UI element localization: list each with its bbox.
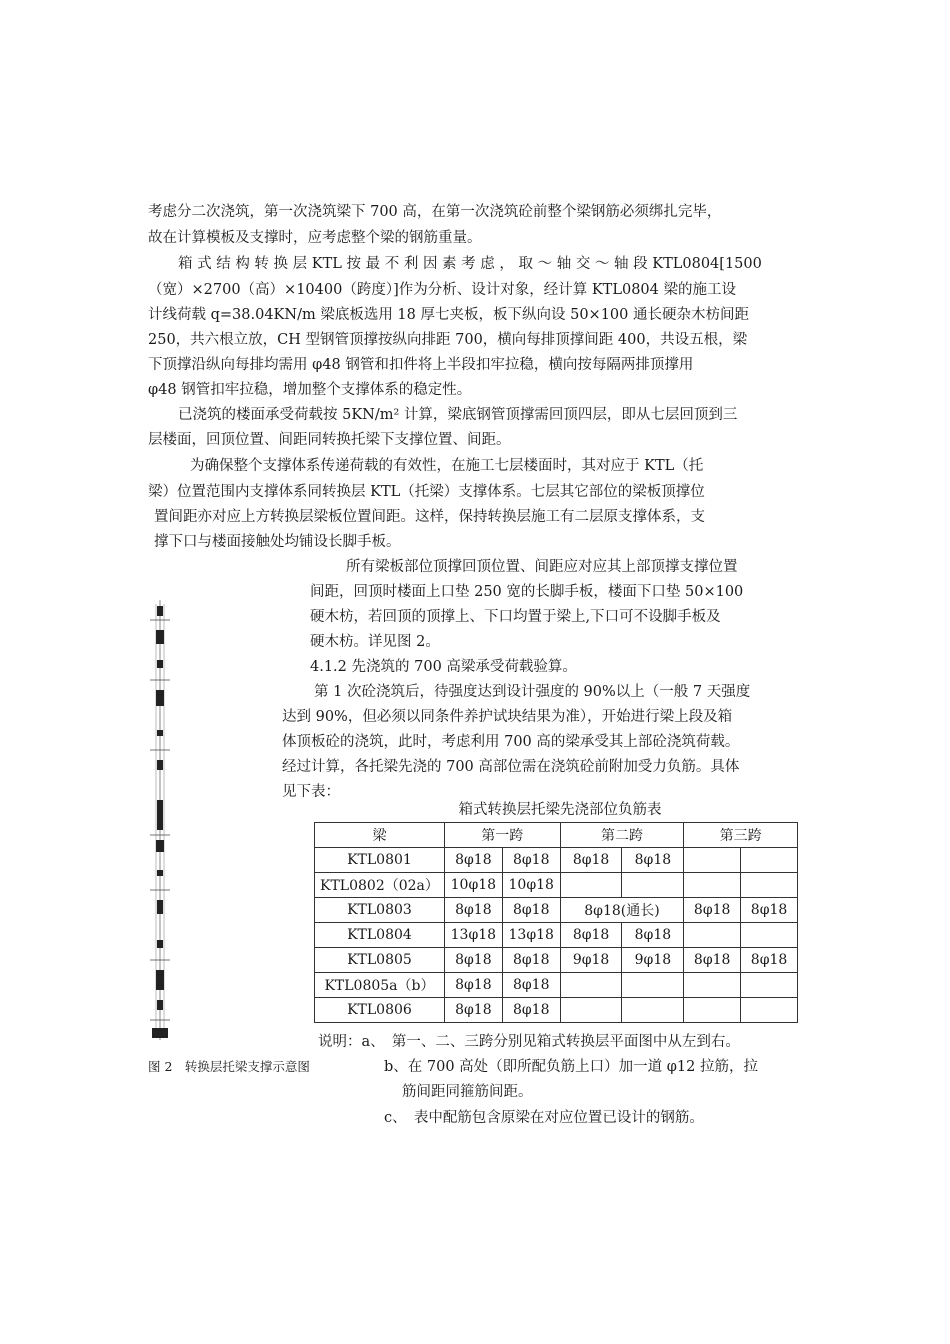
table-cell: 9φ18	[560, 948, 622, 973]
table-cell	[684, 873, 741, 898]
beam-name: KTL0804	[315, 923, 445, 948]
table-row	[315, 998, 798, 1023]
table-cell: 8φ18	[444, 998, 502, 1023]
p1-line-1: 考虑分二次浇筑，第一次浇筑梁下 700 高，在第一次浇筑砼前整个梁钢筋必须绑扎完毕，	[148, 204, 722, 220]
p2-line-2: （宽）×2700（高）×10400（跨度）]作为分析、设计对象，经计算 KTL0804 梁的施工设	[148, 282, 736, 298]
table-row	[315, 848, 798, 873]
table-cell: 8φ18	[560, 923, 622, 948]
table-cell	[684, 973, 741, 998]
p6-line-4: 经过计算，各托梁先浇的 700 高部位需在浇筑砼前附加受力负筋。具体	[282, 759, 740, 775]
table-cell: 8φ18	[444, 973, 502, 998]
p4-line-3: 置间距亦对应上方转换层梁板位置间距。这样，保持转换层施工有二层原支撑体系，支	[154, 509, 705, 525]
table-cell: 8φ18	[622, 923, 684, 948]
table-cell	[684, 923, 741, 948]
p5-line-3: 硬木枋，若回顶的顶撑上、下口均置于梁上,下口可不设脚手板及	[310, 609, 721, 625]
table-row	[315, 948, 798, 973]
table-cell: 8φ18	[502, 973, 560, 998]
table-cell: 8φ18	[741, 898, 798, 923]
header-span-2: 第二跨	[560, 823, 684, 848]
p6-line-5: 见下表：	[282, 784, 340, 800]
table-cell	[622, 973, 684, 998]
beam-name: KTL0803	[315, 898, 445, 923]
table-row	[315, 873, 798, 898]
p5-line-1: 所有梁板部位顶撑回顶位置、间距应对应其上部顶撑支撑位置	[346, 559, 738, 575]
table-cell: 8φ18	[622, 848, 684, 873]
beam-name: KTL0805a（b）	[315, 973, 445, 998]
table-cell: 8φ18	[502, 898, 560, 923]
table-cell	[741, 923, 798, 948]
table-cell	[741, 973, 798, 998]
p5-line-4: 硬木枋。详见图 2。	[310, 634, 440, 650]
table-cell	[560, 873, 622, 898]
table-cell	[741, 848, 798, 873]
p1-line-2: 故在计算模板及支撑时，应考虑整个梁的钢筋重量。	[148, 230, 482, 246]
table-cell	[741, 998, 798, 1023]
table-row	[315, 923, 798, 948]
table-cell	[622, 873, 684, 898]
note-b-line-1: b、在 700 高处（即所配负筋上口）加一道 φ12 拉筋，拉	[384, 1059, 758, 1075]
table-cell: 8φ18	[444, 948, 502, 973]
beam-name: KTL0805	[315, 948, 445, 973]
p4-line-1: 为确保整个支撑体系传递荷载的有效性，在施工七层楼面时，其对应于 KTL（托	[190, 458, 704, 474]
table-cell: 13φ18	[444, 923, 502, 948]
support-schematic-figure	[140, 600, 180, 1040]
p4-line-2: 梁）位置范围内支撑体系同转换层 KTL（托梁）支撑体系。七层其它部位的梁板顶撑位	[148, 484, 705, 500]
table-cell: 8φ18	[684, 898, 741, 923]
p3-line-1: 已浇筑的楼面承受荷载按 5KN/m² 计算，梁底钢管顶撑需回顶四层，即从七层回顶到三	[178, 407, 738, 423]
table-cell: 8φ18	[444, 848, 502, 873]
table-header-row	[315, 823, 798, 848]
note-b-line-2: 筋间距同箍筋间距。	[402, 1084, 533, 1100]
p4-line-4: 撑下口与楼面接触处均铺设长脚手板。	[154, 534, 401, 550]
table-row	[315, 973, 798, 998]
table-cell	[741, 873, 798, 898]
table-cell	[560, 973, 622, 998]
table-row	[315, 898, 798, 923]
note-a: 说明：a、 第一、二、三跨分别见箱式转换层平面图中从左到右。	[318, 1034, 740, 1050]
p3-line-2: 层楼面，回顶位置、间距同转换托梁下支撑位置、间距。	[148, 432, 511, 448]
table-cell: 8φ18	[502, 848, 560, 873]
header-span-3: 第三跨	[684, 823, 798, 848]
p6-line-3: 体顶板砼的浇筑，此时，考虑利用 700 高的梁承受其上部砼浇筑荷载。	[282, 734, 740, 750]
rebar-table	[314, 822, 798, 1023]
table-cell: 8φ18	[502, 948, 560, 973]
p2-line-1: 箱 式 结 构 转 换 层 KTL 按 最 不 利 因 素 考 虑 ， 取 ～ 轴 交 ～ 轴 段 KTL0804[1500	[178, 256, 762, 272]
table-cell: 13φ18	[502, 923, 560, 948]
table-cell: 8φ18	[684, 948, 741, 973]
table-title: 箱式转换层托梁先浇部位负筋表	[458, 802, 662, 818]
table-cell: 8φ18	[502, 998, 560, 1023]
p6-line-2: 达到 90%，但必须以同条件养护试块结果为准），开始进行梁上段及箱	[282, 709, 733, 725]
p2-line-3: 计线荷载 q=38.04KN/m 梁底板选用 18 厚七夹板，板下纵向设 50×100 通长硬杂木枋间距	[148, 307, 749, 323]
beam-name: KTL0806	[315, 998, 445, 1023]
p2-line-4: 250，共六根立放，CH 型钢管顶撑按纵向排距 700，横向每排顶撑间距 400，共设五根，梁	[148, 332, 748, 348]
table-cell: 10φ18	[502, 873, 560, 898]
table-cell: 8φ18	[741, 948, 798, 973]
beam-name: KTL0801	[315, 848, 445, 873]
note-c: c、 表中配筋包含原梁在对应位置已设计的钢筋。	[384, 1110, 704, 1126]
p6-line-1: 第 1 次砼浇筑后，待强度达到设计强度的 90%以上（一般 7 天强度	[314, 684, 751, 700]
p5-line-2: 间距，回顶时楼面上口垫 250 宽的长脚手板，楼面下口垫 50×100	[310, 584, 744, 600]
table-cell: 8φ18	[444, 898, 502, 923]
header-beam: 梁	[315, 823, 445, 848]
figure-caption: 图 2 转换层托梁支撑示意图	[148, 1059, 310, 1074]
table-cell	[560, 998, 622, 1023]
p2-line-6: φ48 钢管扣牢拉稳，增加整个支撑体系的稳定性。	[148, 382, 472, 398]
table-cell	[622, 998, 684, 1023]
table-cell: 8φ18(通长)	[560, 898, 684, 923]
table-cell: 10φ18	[444, 873, 502, 898]
beam-name: KTL0802（02a）	[315, 873, 445, 898]
table-cell: 8φ18	[560, 848, 622, 873]
table-cell	[684, 998, 741, 1023]
section-heading: 4.1.2 先浇筑的 700 高梁承受荷载验算。	[310, 659, 577, 675]
p2-line-5: 下顶撑沿纵向每排均需用 φ48 钢管和扣件将上半段扣牢拉稳，横向按每隔两排顶撑用	[148, 357, 694, 373]
table-cell	[684, 848, 741, 873]
header-span-1: 第一跨	[444, 823, 560, 848]
table-cell: 9φ18	[622, 948, 684, 973]
